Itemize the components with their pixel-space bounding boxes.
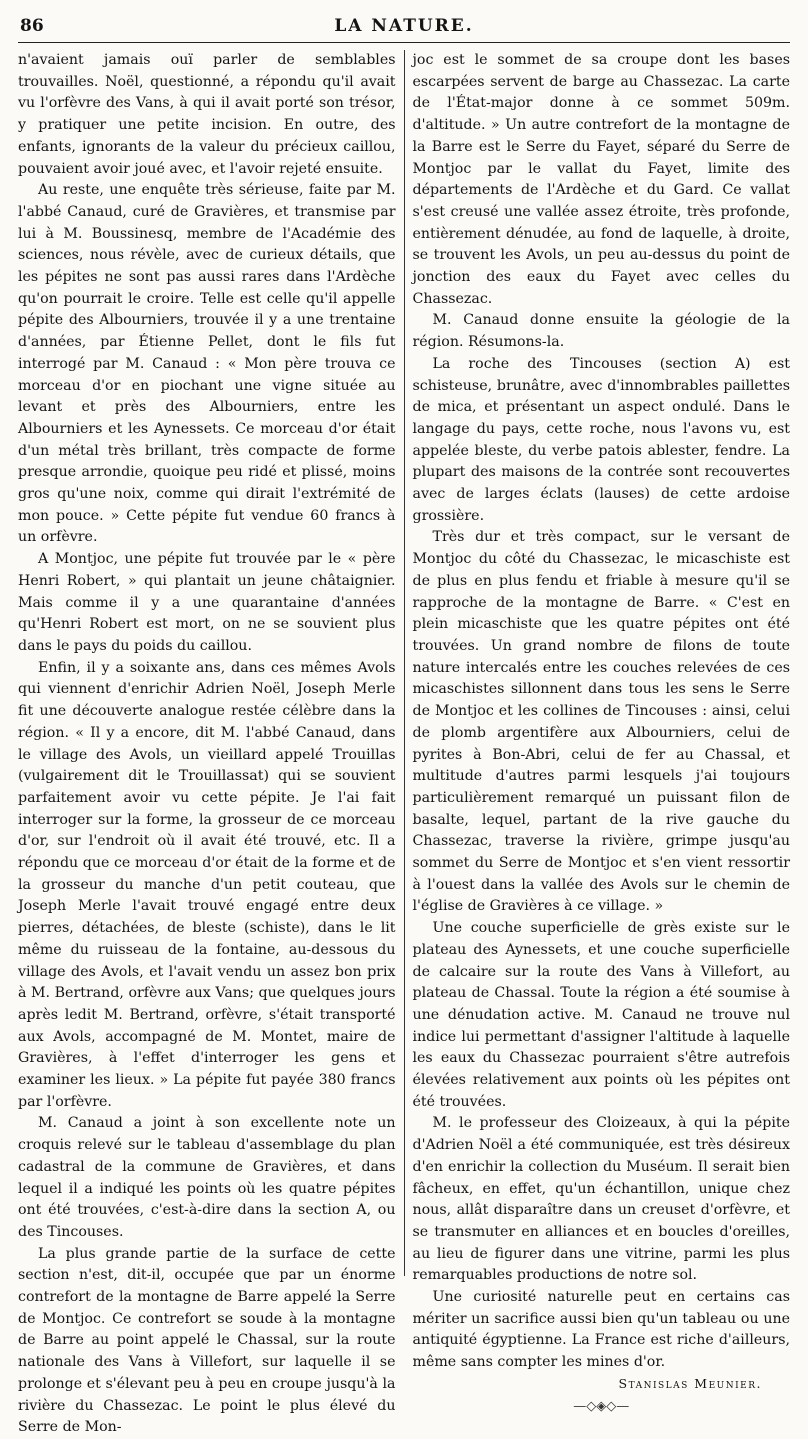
- paragraph: La roche des Tincouses (section A) est schisteuse, brunâtre, avec d'innombrables paillettes de mica, et présentant un aspect ondulé. Dans le langage du pays, cette roche, nous l'avons vu, est appelée bleste, du verbe patois ablester, fendre. La plupart des maisons de la contrée sont recouvertes avec de larges éclats (lauses) de cette ardoise grossière.: [412, 355, 790, 524]
- paragraph: Une couche superficielle de grès existe sur le plateau des Aynessets, et une couche superficielle de calcaire sur la route des Vans à Villefort, au plateau de Chassal. Toute la région a été soumise à une dénudation active. M. Canaud ne trouve nul indice lui permettant d'assigner l'altitude à laquelle les eaux du Chassezac pourraient s'être autrefois élevées relativement aux points où les pépites ont été trouvées.: [412, 920, 790, 1110]
- running-title: LA NATURE.: [334, 16, 474, 36]
- paragraph: Très dur et très compact, sur le versant de Montjoc du côté du Chassezac, le micaschiste est de plus en plus fendu et friable à mesure qu'il se rapproche de la montagne de Barre. « C'est en plein micaschiste que les quatre pépites ont été trouvées. Un grand nombre de filons de toute nature intercalés entre les couches relevées de ces micaschistes sillonnent dans tous les sens le Serre de Montjoc et les collines de Tincouses : ainsi, celui de plomb argentifère aux Albourniers, celui de pyrites à Bon-Abri, celui de fer au Chassal, et multitude d'autres parmi lesquels j'ai toujours particulièrement remarqué un puissant filon de basalte, lequel, partant de la rive gauche du Chassezac, traverse la rivière, grimpe jusqu'au sommet du Serre de Montjoc et s'en vient ressortir à l'ouest dans la vallée des Avols sur le chemin de l'église de Gravières à ce village. »: [412, 529, 790, 915]
- paragraph: La plus grande partie de la surface de cette section n'est, dit-il, occupée que par un énorme contrefort de la montagne de Barre appelé la Serre de Montjoc. Ce contrefort se soude à la montagne de Barre au point appelé le Chassal, sur la route nationale des Vans à Villefort, sur laquelle il se prolonge et s'élevant peu à peu en croupe jusqu'à la rivière du Chassezac. Le point le plus élevé du Serre de Mon-: [18, 1245, 396, 1436]
- article-columns: [18, 50, 790, 1436]
- paragraph: Une curiosité naturelle peut en certains cas mériter un sacrifice aussi bien qu'un tableau ou une antiquité égyptienne. La France est riche d'ailleurs, même sans compter les mines d'or.: [412, 1289, 790, 1371]
- page-header: [18, 14, 790, 43]
- paragraph: M. Canaud donne ensuite la géologie de la région. Résumons-la.: [412, 312, 790, 351]
- paragraph: Enfin, il y a soixante ans, dans ces mêmes Avols qui viennent d'enrichir Adrien Noël, Joseph Merle fit une découverte analogue restée célèbre dans la région. « Il y a encore, dit M. l'abbé Canaud, dans le village des Avols, un vieillard appelé Trouillas (vulgairement dit le Trouillassat) qui se souvient parfaitement avoir vu cette pépite. Je l'ai fait interroger sur la forme, la grosseur de ce morceau d'or, sur l'endroit où il avait été trouvé, etc. Il a répondu que ce morceau d'or était de la forme et de la grosseur du manche d'un petit couteau, que Joseph Merle l'avait trouvé engagé entre deux pierres, détachées, de bleste (schiste), dans le lit même du ruisseau de la fontaine, au-dessous du village des Avols, et l'avait vendu un assez bon prix à M. Bertrand, orfèvre aux Vans; que quelques jours après ledit M. Bertrand, orfèvre, s'était transporté aux Avols, accompagné de M. Montet, maire de Gravières, à l'effet d'interroger les gens et examiner les lieux. » La pépite fut payée 380 francs par l'orfèvre.: [18, 659, 396, 1110]
- right-column: [405, 50, 791, 1414]
- paragraph: joc est le sommet de sa croupe dont les bases escarpées servent de barge au Chassezac. La carte de l'État-major donne à ce sommet 509m. d'altitude. » Un autre contrefort de la montagne de la Barre est le Serre du Fayet, séparé du Serre de Montjoc par le vallat du Fayet, limite des départements de l'Ardèche et du Gard. Ce vallat s'est creusé une vallée assez étroite, très profonde, entièrement dénudée, au fond de laquelle, à droite, se trouvent les Avols, un peu au-dessus du point de jonction des eaux du Fayet avec celles du Chassezac.: [412, 52, 790, 307]
- author-signature: Stanislas Meunier.: [618, 1375, 762, 1391]
- paragraph: n'avaient jamais ouï parler de semblables trouvailles. Noël, questionné, a répondu qu'il avait vu l'orfèvre des Vans, à qui il avait porté son trésor, y pratiquer une petite incision. En outre, des enfants, ignorants de la valeur du précieux caillou, pouvaient avoir joué avec, et l'avoir rejeté ensuite.: [18, 52, 396, 177]
- page-number: 86: [20, 16, 44, 36]
- paragraph: M. Canaud a joint à son excellente note un croquis relevé sur le tableau d'assemblage du plan cadastral de la commune de Gravières, et dans lequel il a indiqué les points où les quatre pépites ont été trouvées, c'est-à-dire dans la section A, ou des Tincouses.: [18, 1115, 396, 1240]
- end-ornament: —◇◈◇—: [573, 1398, 630, 1414]
- paragraph: M. le professeur des Cloizeaux, à qui la pépite d'Adrien Noël a été communiquée, est très désireux d'en enrichir la collection du Muséum. Il serait bien fâcheux, en effet, qu'un échantillon, unique chez nous, allât disparaître dans un creuset d'orfèvre, et se transmuter en alliances et en boucles d'oreilles, au lieu de figurer dans une vitrine, parmi les plus remarquables productions de notre sol.: [412, 1115, 790, 1284]
- paragraph: A Montjoc, une pépite fut trouvée par le « père Henri Robert, » qui plantait un jeune châtaignier. Mais comme il y a une quarantaine d'années qu'Henri Robert est mort, on ne se souvient plus dans le pays du poids du caillou.: [18, 551, 396, 654]
- paragraph: Au reste, une enquête très sérieuse, faite par M. l'abbé Canaud, curé de Gravières, et transmise par lui à M. Boussinesq, membre de l'Académie des sciences, nous révèle, avec de curieux détails, que les pépites ne sont pas aussi rares dans l'Ardèche qu'on pourrait le croire. Telle est celle qu'il appelle pépite des Albourniers, trouvée il y a une trentaine d'années, par Étienne Pellet, dont le fils fut interrogé par M. Canaud : « Mon père trouva ce morceau d'or en piochant une vigne située au levant et près des Albourniers, entre les Albourniers et les Aynessets. Ce morceau d'or était d'un métal très brillant, très compacte de forme presque arrondie, quoique peu ridé et plissé, moins gros qu'une noix, comme qui dirait l'extrémité de mon pouce. » Cette pépite fut vendue 60 francs à un orfèvre.: [18, 182, 396, 546]
- left-column: [18, 50, 404, 1436]
